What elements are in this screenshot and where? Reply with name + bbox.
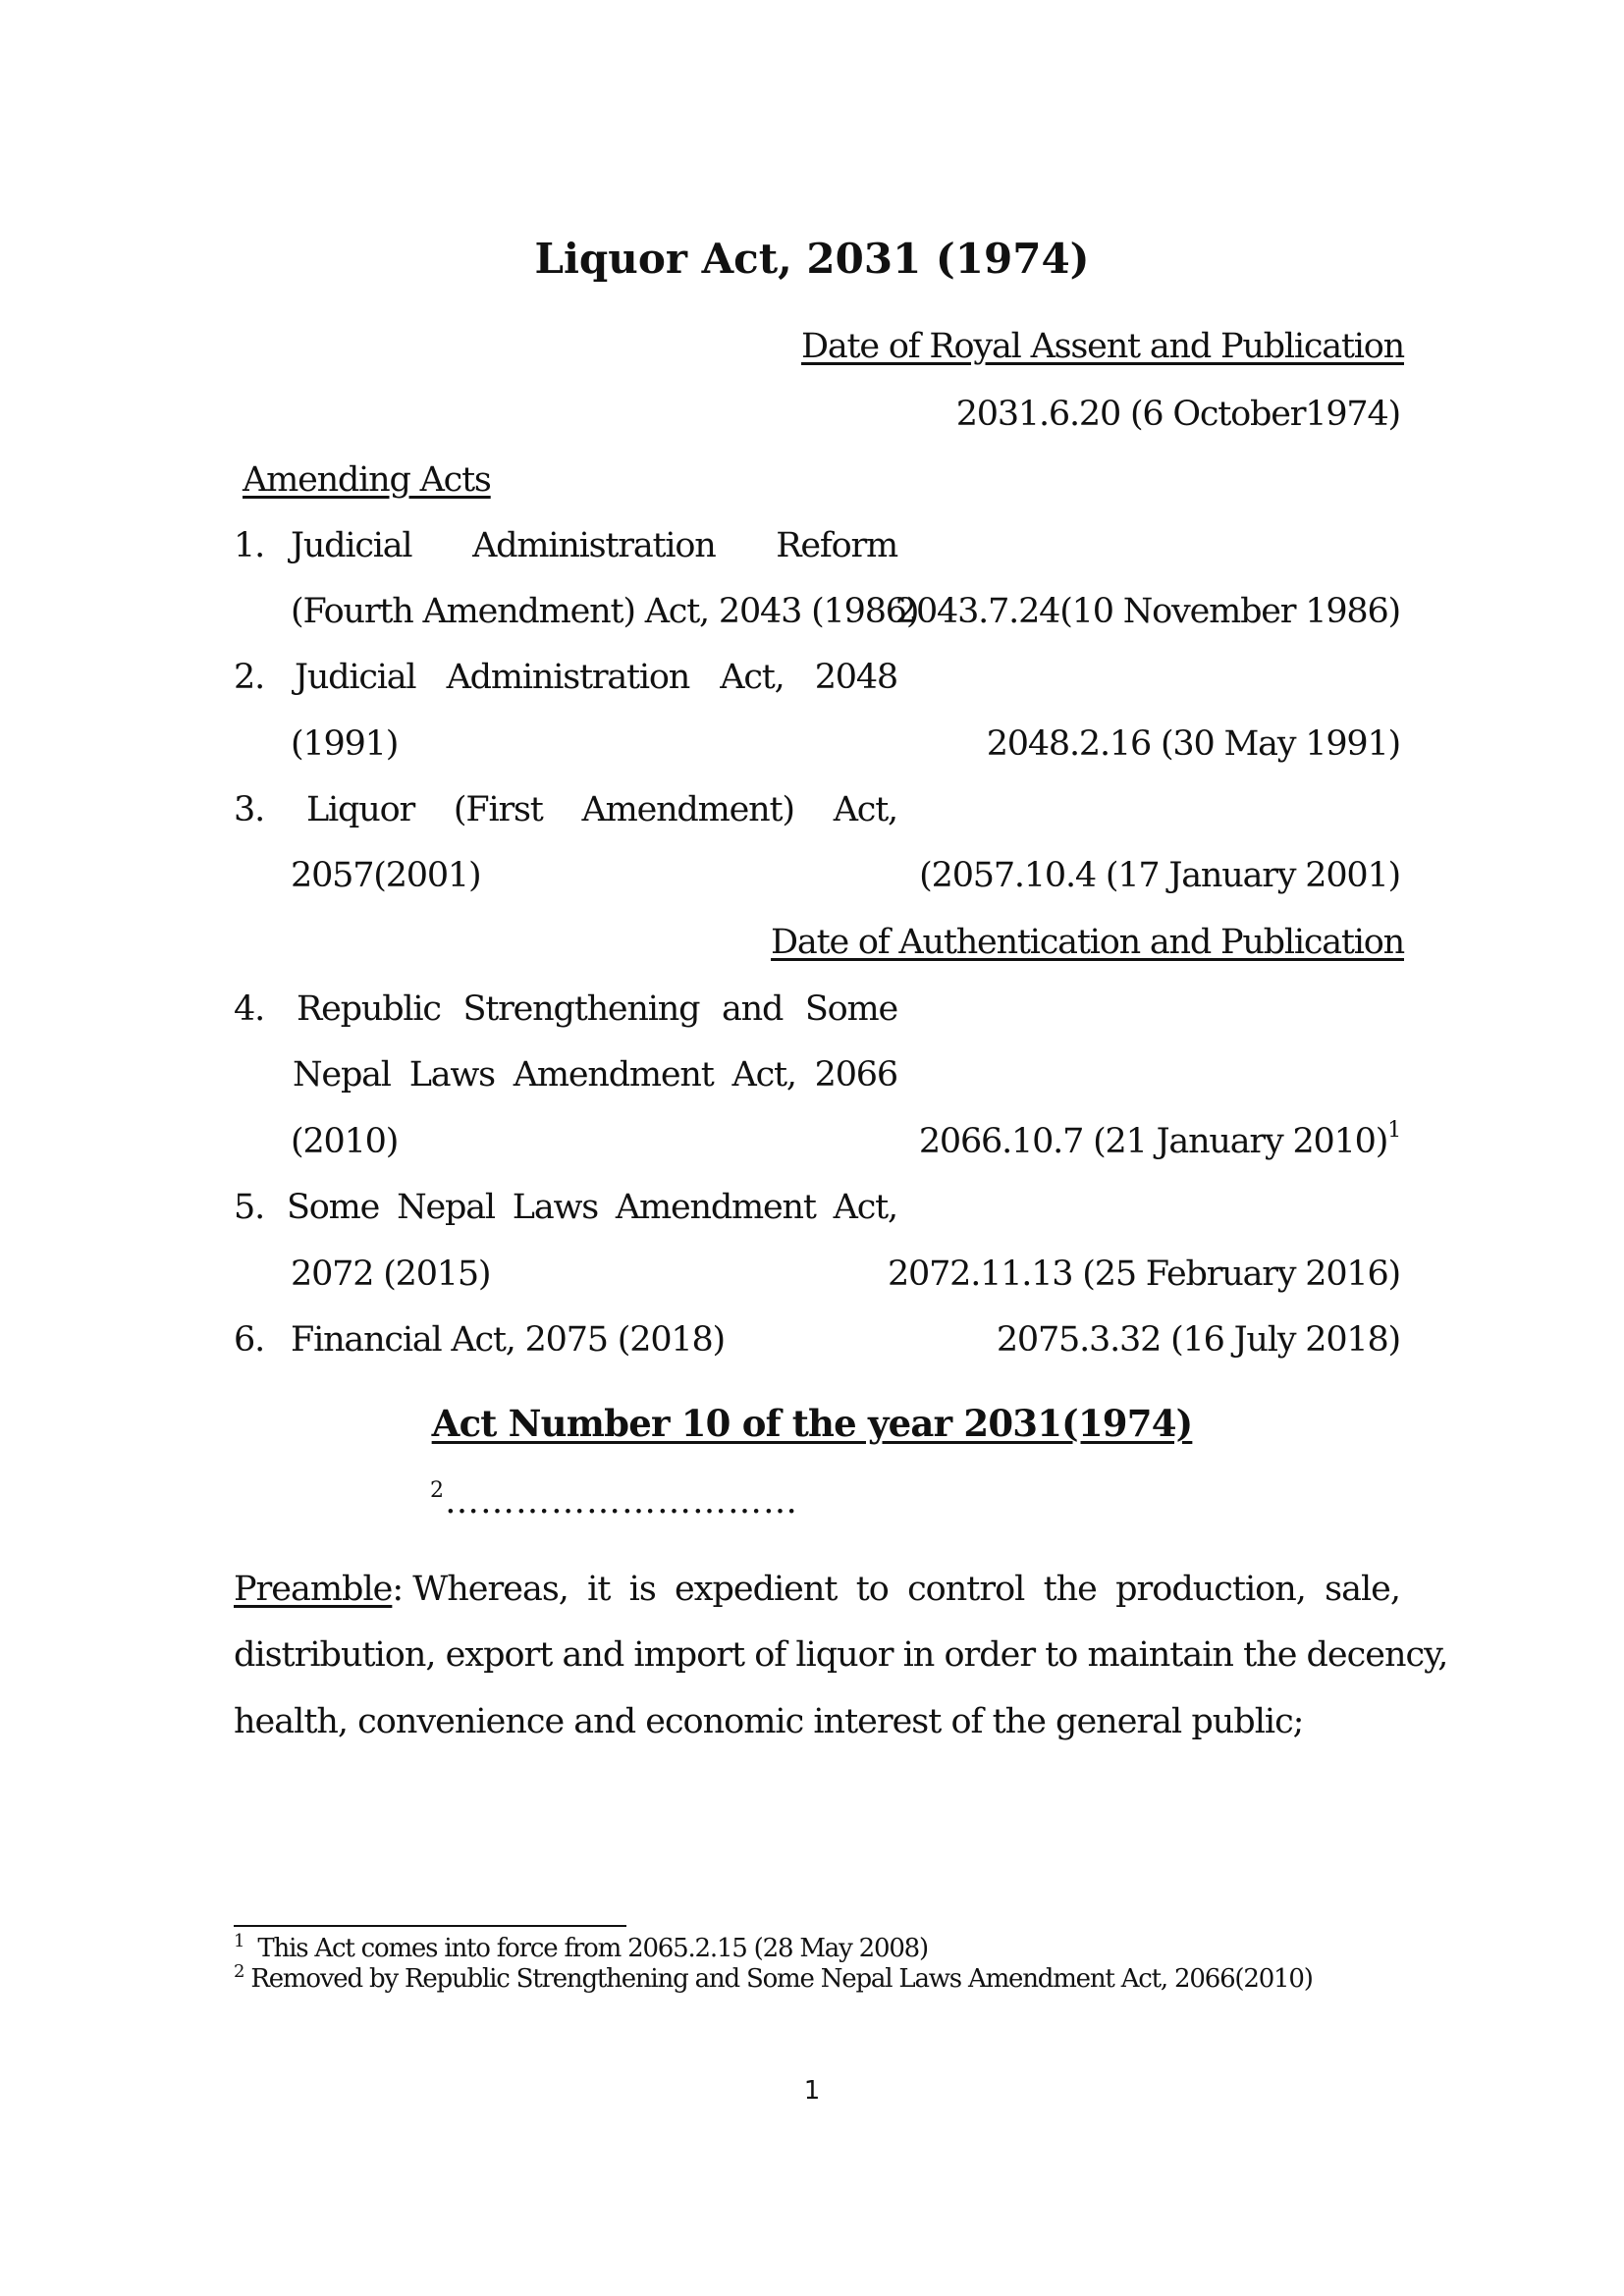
word: 2048 [814, 658, 897, 697]
word: 2066 [814, 1055, 897, 1095]
word: Judicial [295, 658, 416, 697]
amendment-3-number: 3. [234, 790, 264, 829]
footnote-1 [234, 1933, 928, 1964]
word: the [1043, 1570, 1097, 1609]
amendment-5-number: 5. [234, 1188, 264, 1227]
footnote-2-ref: 2 [234, 1961, 244, 1982]
footnote-2-text: Removed by Republic Strengthening and Some Nepal Laws Amendment Act, 2066(2010) [250, 1964, 1313, 1994]
word: expedient [675, 1570, 838, 1609]
preamble-start [234, 1565, 568, 1614]
amendment-1-line2: (Fourth Amendment) Act, 2043 (1986) [291, 592, 919, 631]
amendment-4-date-text: 2066.10.7 (21 January 2010) [918, 1122, 1388, 1161]
amendment-5-date: 2072.11.13 (25 February 2016) [887, 1255, 1400, 1294]
amendment-2-number: 2. [234, 658, 264, 697]
word: Strengthening [462, 989, 700, 1029]
amendment-1-number: 1. [234, 526, 264, 565]
removed-text [430, 1477, 798, 1526]
word: Act, [833, 790, 897, 829]
amendment-4-line1 [297, 985, 897, 1034]
amendment-5-line2: 2072 (2015) [291, 1255, 491, 1294]
word: Amendment [513, 1055, 714, 1095]
word: Some [287, 1188, 380, 1227]
word: is [628, 1570, 656, 1609]
royal-assent-heading: Date of Royal Assent and Publication [801, 327, 1404, 366]
word: Act, [720, 658, 785, 697]
authentication-heading: Date of Authentication and Publication [771, 923, 1404, 962]
word: : Whereas, [392, 1570, 568, 1609]
page-number: 1 [803, 2076, 821, 2106]
word: Amendment [615, 1188, 816, 1227]
word: Some [804, 989, 897, 1029]
amendment-1-line1 [291, 521, 897, 570]
word: Judicial [291, 526, 412, 565]
amendment-4-number: 4. [234, 989, 264, 1029]
footnote-2 [234, 1963, 1313, 1995]
amendment-2-date: 2048.2.16 (30 May 1991) [986, 724, 1400, 764]
word: Act, [731, 1055, 796, 1095]
footnote-separator [234, 1925, 626, 1927]
amendment-4-line3: (2010) [291, 1122, 399, 1161]
preamble-line1 [234, 1565, 1400, 1614]
word: Nepal [293, 1055, 391, 1095]
amendment-3-line2: 2057(2001) [291, 856, 481, 895]
amendment-2-line1 [295, 653, 897, 702]
word: sale, [1325, 1570, 1400, 1609]
footnote-ref-2: 2 [430, 1478, 445, 1503]
footnote-1-ref: 1 [234, 1931, 244, 1951]
preamble-line3: health, convenience and economic interest of the general public; [234, 1702, 1304, 1741]
footnote-1-text: This Act comes into force from 2065.2.15 (28 May 2008) [257, 1934, 928, 1963]
amendment-6-date: 2075.3.32 (16 July 2018) [996, 1320, 1400, 1360]
word: to [855, 1570, 889, 1609]
preamble-line2: distribution, export and import of liquor in order to maintain the decency, [234, 1635, 1448, 1675]
footnote-ref-1: 1 [1387, 1118, 1400, 1143]
word: Republic [297, 989, 441, 1029]
word: it [587, 1570, 611, 1609]
removed-dots: ………………………… [445, 1482, 798, 1522]
word: (First [453, 790, 543, 829]
act-number-heading: Act Number 10 of the year 2031(1974) [431, 1402, 1193, 1445]
amending-acts-heading: Amending Acts [243, 460, 491, 500]
royal-assent-date: 2031.6.20 (6 October1974) [955, 395, 1400, 434]
amendment-4-date [919, 1117, 1400, 1166]
amendment-4-line2 [293, 1050, 897, 1099]
word: Nepal [397, 1188, 495, 1227]
amendment-5-line1 [287, 1183, 897, 1232]
amendment-6-number: 6. [234, 1320, 264, 1360]
word: Liquor [306, 790, 414, 829]
word: production, [1115, 1570, 1306, 1609]
word: control [907, 1570, 1025, 1609]
preamble-label: Preamble [234, 1570, 393, 1609]
word: Laws [512, 1188, 599, 1227]
word: Laws [408, 1055, 495, 1095]
word: Administration [472, 526, 716, 565]
amendment-2-line2: (1991) [291, 724, 399, 764]
word: Reform [776, 526, 897, 565]
amendment-1-date: 2043.7.24(10 November 1986) [894, 592, 1400, 631]
amendment-3-date: (2057.10.4 (17 January 2001) [919, 856, 1400, 895]
word: and [721, 989, 784, 1029]
word: Amendment) [581, 790, 794, 829]
document-title: Liquor Act, 2031 (1974) [534, 235, 1090, 283]
word: Administration [446, 658, 690, 697]
word: Act, [833, 1188, 897, 1227]
amendment-6-text: Financial Act, 2075 (2018) [291, 1320, 725, 1360]
amendment-3-line1 [306, 785, 897, 834]
